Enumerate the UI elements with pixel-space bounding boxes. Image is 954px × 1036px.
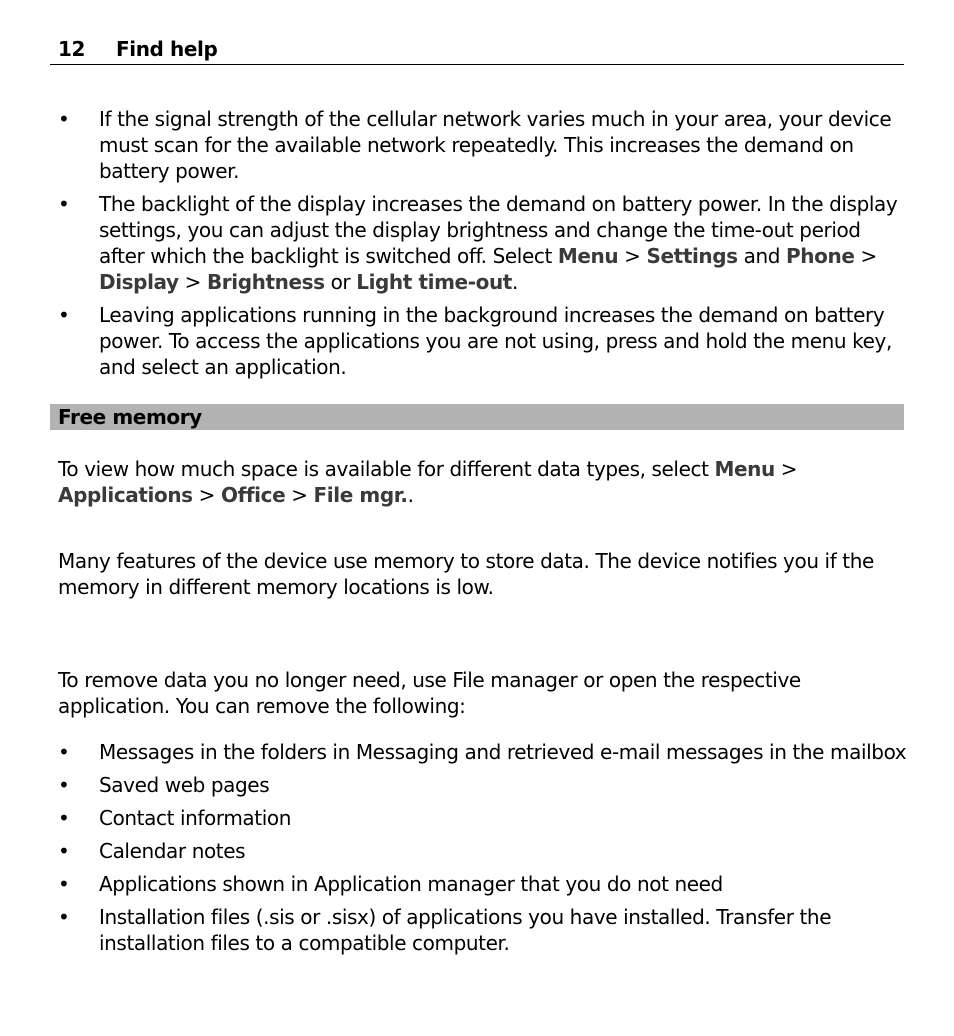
bullet-icon: • [58, 192, 70, 216]
list-item [50, 191, 910, 295]
path-separator: > [178, 270, 207, 294]
menu-path-office: Office [220, 483, 286, 507]
paragraph-remove-data: To remove data you no longer need, use File manager or open the respective application. You can remove the following: [58, 668, 801, 718]
bullet-icon: • [58, 872, 70, 896]
bullet-icon: • [58, 740, 70, 764]
list-item-text: Contact information [99, 806, 291, 830]
list-item-text: If the signal strength of the cellular network varies much in your area, your device must scan for the available network repeatedly. This increases the demand on battery power. [99, 107, 892, 183]
list-item-text: The backlight of the display increases the demand on battery power. In the display settings, you can adjust the display brightness and change the time-out period after which the backlight is switched off. Select [99, 192, 898, 268]
page-header [50, 34, 904, 65]
path-separator: > [618, 244, 647, 268]
list-item-text: Leaving applications running in the background increases the demand on battery power. To access the applications you are not using, press and hold the menu key, and select an application. [99, 303, 892, 379]
path-separator: > [854, 244, 877, 268]
sentence-end: . [511, 270, 518, 294]
menu-path-light-timeout: Light time-out [356, 270, 512, 294]
chapter-title: Find help [116, 37, 218, 61]
menu-path-file-mgr: File mgr. [313, 483, 408, 507]
menu-path-settings: Settings [646, 244, 738, 268]
section-heading-bar [50, 404, 904, 430]
list-item [50, 838, 910, 864]
list-item [50, 904, 910, 956]
list-item-text: Applications shown in Application manager that you do not need [99, 872, 723, 896]
conjunction-text: and [737, 244, 787, 268]
bullet-icon: • [58, 905, 70, 929]
path-separator: > [285, 483, 314, 507]
path-separator: > [192, 483, 221, 507]
menu-path-display: Display [99, 270, 179, 294]
list-item [50, 805, 910, 831]
list-item [50, 739, 910, 765]
bullet-icon: • [58, 806, 70, 830]
bullet-icon: • [58, 107, 70, 131]
list-item [50, 106, 910, 184]
bullet-icon: • [58, 773, 70, 797]
menu-path-menu: Menu [714, 457, 775, 481]
list-item-text: Calendar notes [99, 839, 246, 863]
list-item [50, 871, 910, 897]
paragraph-memory-notice: Many features of the device use memory to store data. The device notifies you if the memory in different memory locations is low. [58, 549, 874, 599]
path-separator: > [774, 457, 798, 481]
menu-path-brightness: Brightness [206, 270, 325, 294]
battery-tips-list [50, 106, 910, 387]
section-title: Free memory [58, 405, 202, 429]
list-item [50, 302, 910, 380]
menu-path-applications: Applications [58, 483, 193, 507]
list-item-text: Installation files (.sis or .sisx) of applications you have installed. Transfer the installation files to a compatible computer. [99, 905, 832, 955]
page-number: 12 [58, 37, 86, 61]
sentence-end: . [407, 483, 414, 507]
menu-path-menu: Menu [557, 244, 619, 268]
paragraph-view-space [58, 456, 908, 508]
bullet-icon: • [58, 839, 70, 863]
conjunction-text: or [324, 270, 357, 294]
bullet-icon: • [58, 303, 70, 327]
list-item-text: Messages in the folders in Messaging and retrieved e-mail messages in the mailbox [99, 740, 907, 764]
menu-path-phone: Phone [786, 244, 855, 268]
list-item-text: Saved web pages [99, 773, 270, 797]
paragraph-text: To view how much space is available for different data types, select [58, 457, 715, 481]
list-item [50, 772, 910, 798]
removable-items-list [50, 739, 910, 963]
